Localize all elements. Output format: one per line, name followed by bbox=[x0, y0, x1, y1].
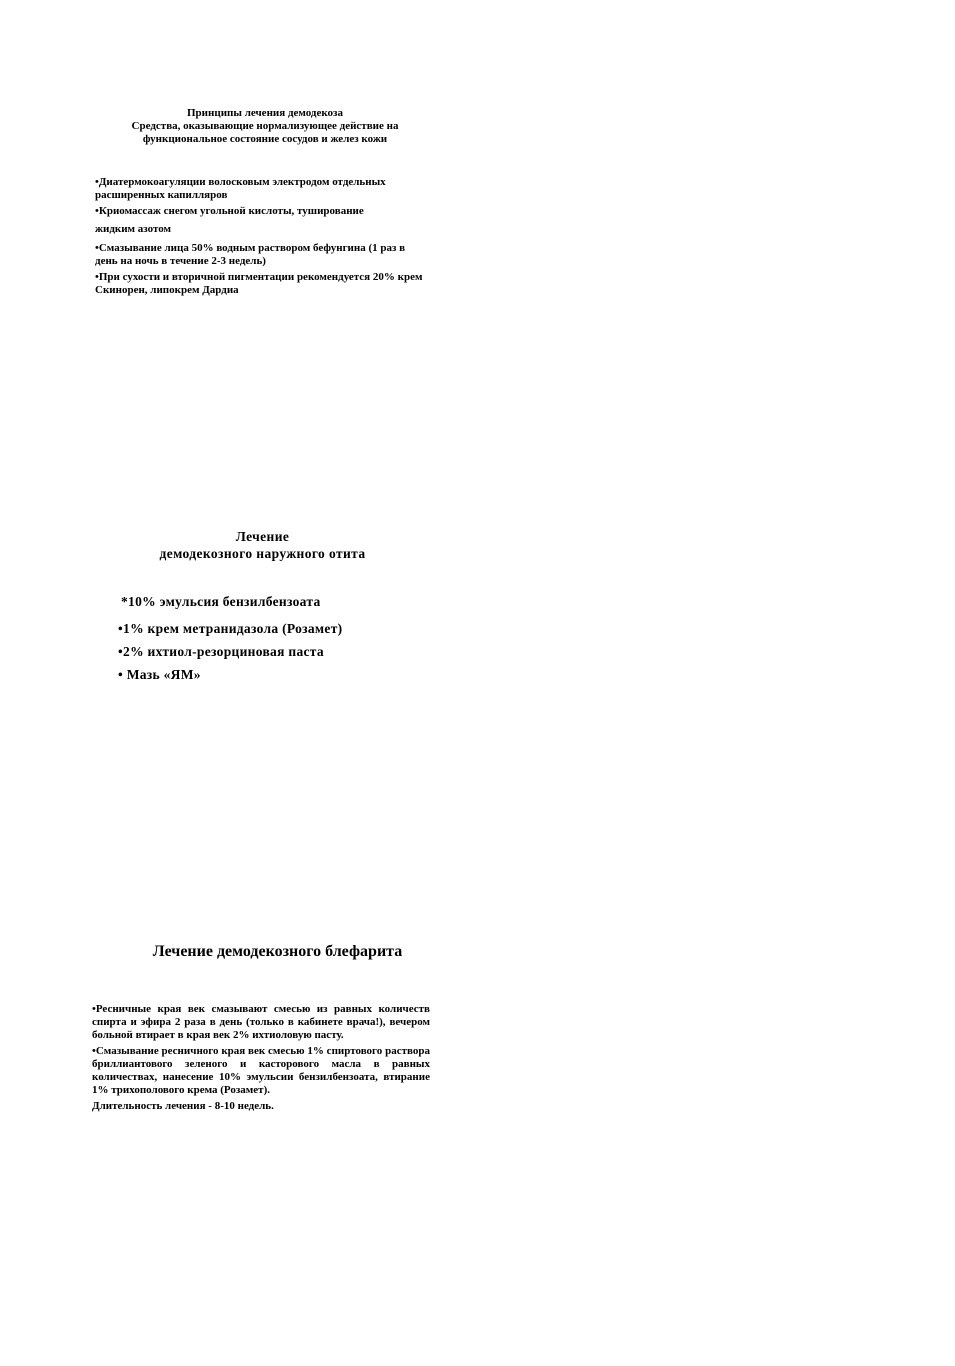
section1-subtitle-line2: функциональное состояние сосудов и желез кожи bbox=[142, 133, 388, 145]
section3-list bbox=[92, 1003, 430, 1116]
section1-title: Принципы лечения демодекоза bbox=[187, 107, 343, 119]
list-item: *10% эмульсия бензилбензоата bbox=[121, 594, 321, 609]
section1-list bbox=[95, 176, 430, 300]
list-item: жидким азотом bbox=[95, 223, 172, 235]
list-item: •Смазывание лица 50% водным раствором бефунгина (1 раз в день на ночь в течение 2-3 недель) bbox=[95, 242, 406, 267]
section2-title-line2: демодекозного наружного отита bbox=[159, 546, 366, 561]
section2-heading bbox=[110, 528, 415, 562]
section1-subtitle-line1: Средства, оказывающие нормализующее действие на bbox=[131, 120, 399, 132]
list-item: •Ресничные края век смазывают смесью из равных количеств спирта и эфира 2 раза в день (только в кабинете врача!), вечером больной втирает в края век 2% ихтиоловую пасту. bbox=[92, 1003, 430, 1041]
list-item: •2% ихтиол-резорциновая паста bbox=[118, 644, 324, 659]
list-item: •Криомассаж снегом угольной кислоты, туширование bbox=[95, 205, 364, 217]
section1-heading bbox=[100, 107, 430, 146]
duration-note: Длительность лечения - 8-10 недель. bbox=[92, 1100, 274, 1112]
list-item: • Мазь «ЯМ» bbox=[118, 667, 201, 682]
list-item: •1% крем метранидазола (Розамет) bbox=[118, 621, 343, 636]
section2-list bbox=[118, 593, 418, 689]
section2-title-line1: Лечение bbox=[235, 529, 290, 544]
list-item: •При сухости и вторичной пигментации рекомендуется 20% крем Скинорен, липокрем Дардиа bbox=[95, 271, 423, 296]
list-item: •Диатермокоагуляции волосковым электродом отдельных расширенных капилляров bbox=[95, 176, 386, 201]
list-item: •Смазывание ресничного края век смесью 1% спиртового раствора бриллиантового зеленого и касторового масла в равных количествах, нанесение 10% эмульсии бензилбензоата, втирание 1% трихополового крема (Розамет). bbox=[92, 1045, 430, 1096]
section3-title: Лечение демодекозного блефарита bbox=[152, 943, 403, 960]
